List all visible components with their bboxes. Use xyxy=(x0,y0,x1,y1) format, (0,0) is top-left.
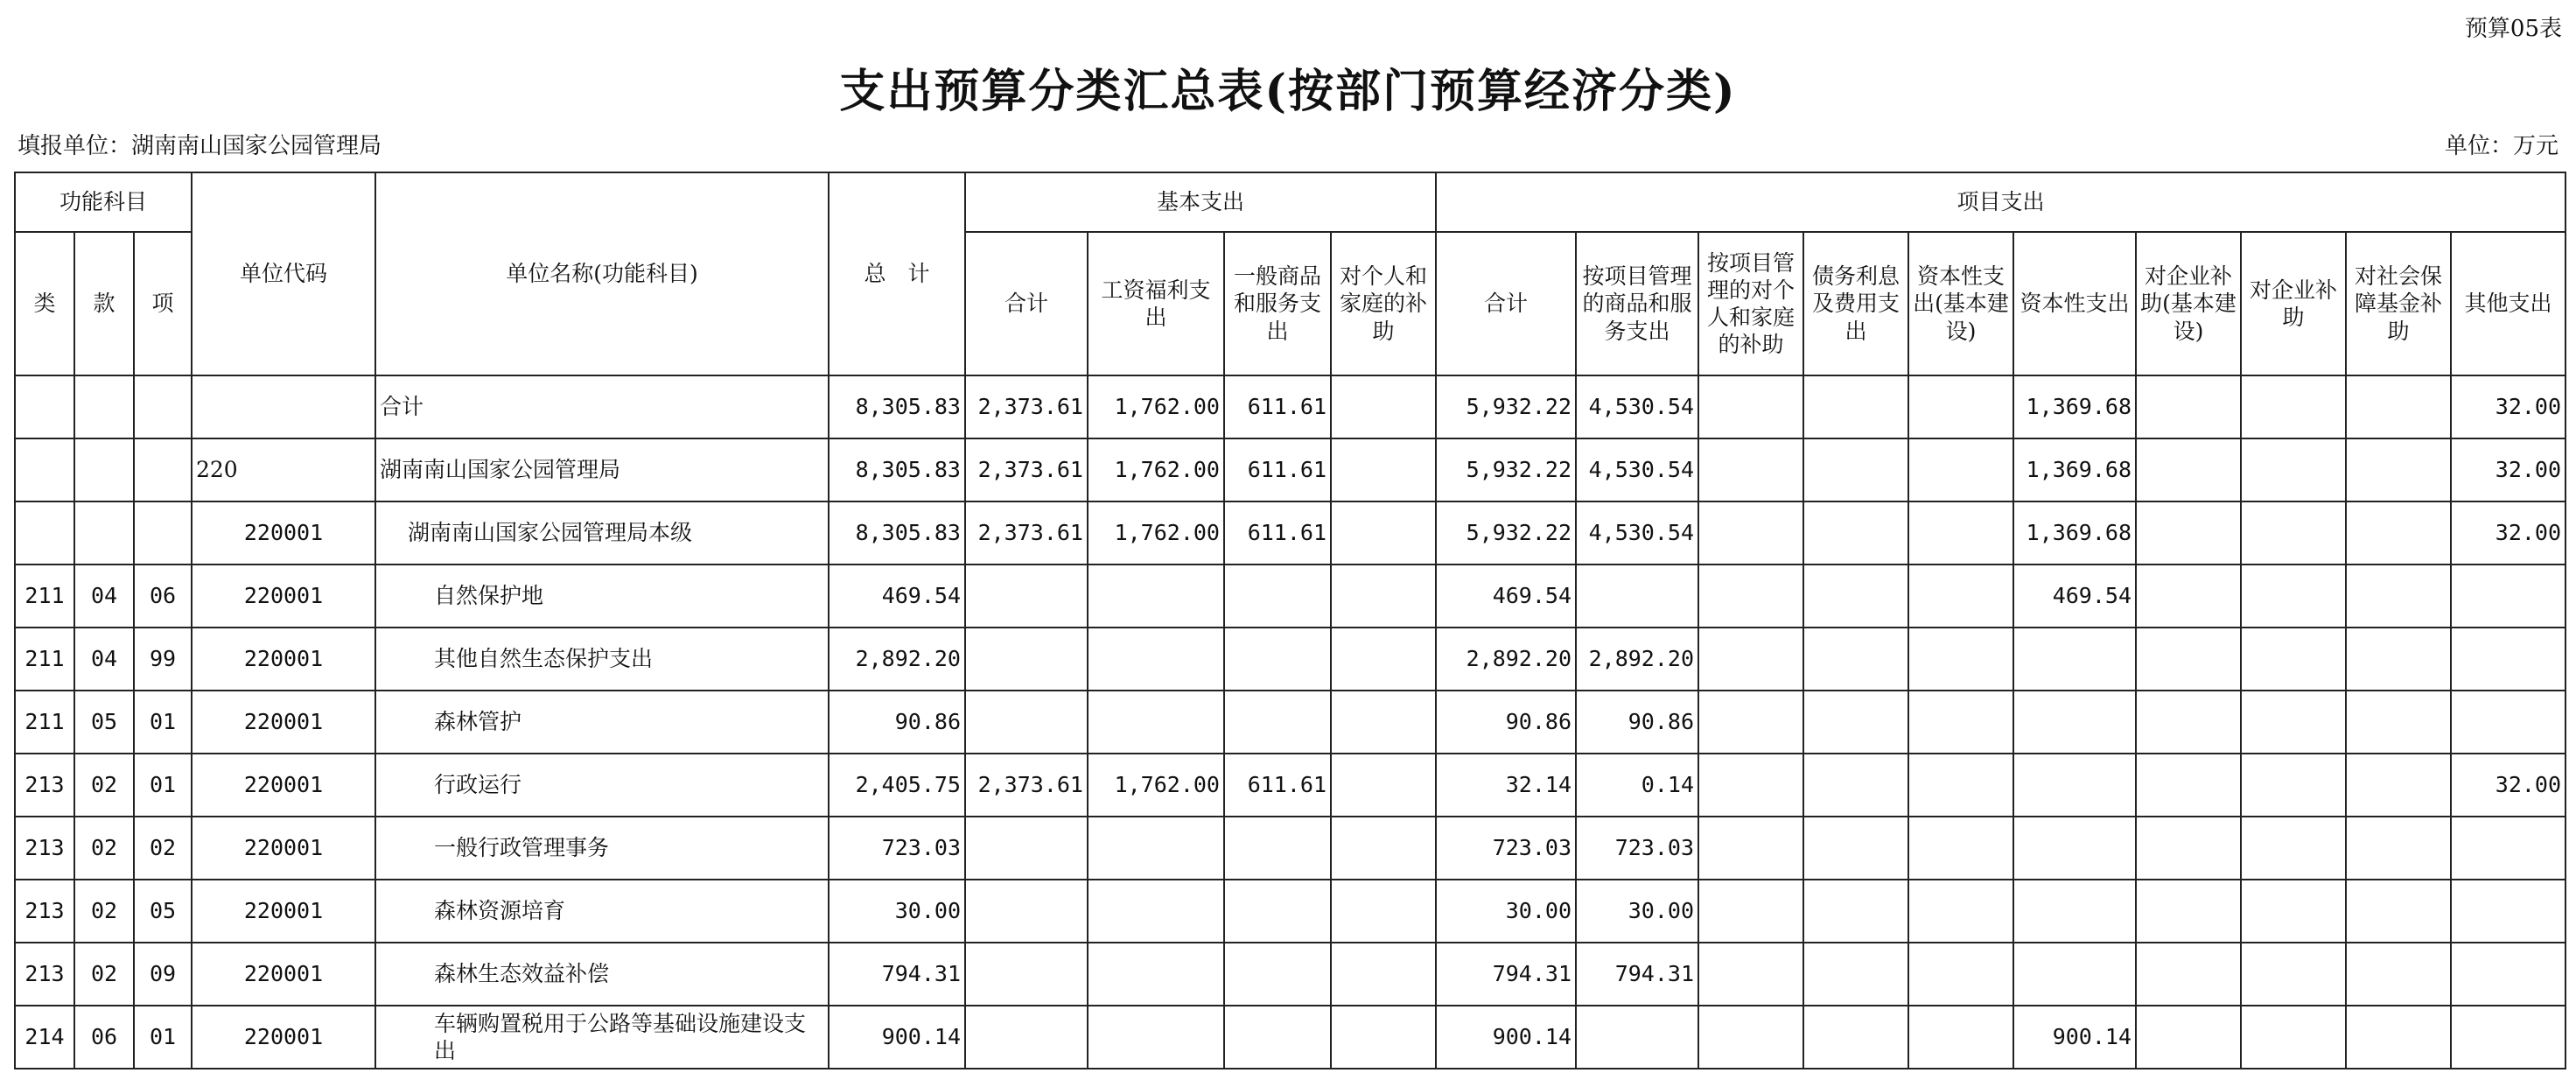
proj-goods-cell: 2,892.20 xyxy=(1576,628,1698,691)
proj-goods-cell xyxy=(1576,1006,1698,1069)
proj-goods-cell: 4,530.54 xyxy=(1576,375,1698,438)
lei-cell: 211 xyxy=(15,628,74,691)
capital-cell xyxy=(2013,880,2136,943)
basic-sum-cell xyxy=(965,628,1088,691)
ent-build-cell xyxy=(2136,943,2241,1006)
unit-code-cell: 220001 xyxy=(192,628,375,691)
page-title: 支出预算分类汇总表(按部门预算经济分类) xyxy=(839,65,1737,118)
capital-build-cell xyxy=(1908,880,2013,943)
lei-cell: 213 xyxy=(15,943,74,1006)
unit-code-cell: 220001 xyxy=(192,501,375,565)
total-cell: 8,305.83 xyxy=(829,501,965,565)
ent-build-cell xyxy=(2136,880,2241,943)
unit-code-cell: 220001 xyxy=(192,754,375,817)
unit-name-cell: 行政运行 xyxy=(375,754,829,817)
budget-table xyxy=(14,172,2566,1069)
ent-build-cell xyxy=(2136,565,2241,628)
kuan-cell: 05 xyxy=(74,691,134,754)
total-cell: 723.03 xyxy=(829,817,965,880)
unit-code-cell: 220001 xyxy=(192,880,375,943)
other-cell xyxy=(2451,1006,2566,1069)
lei-cell: 214 xyxy=(15,1006,74,1069)
proj-goods-cell: 0.14 xyxy=(1576,754,1698,817)
debt-cell xyxy=(1803,817,1908,880)
social-cell xyxy=(2346,943,2451,1006)
proj-sum-cell: 5,932.22 xyxy=(1436,438,1576,501)
kuan-cell: 04 xyxy=(74,565,134,628)
ent-cell xyxy=(2241,438,2346,501)
unit-code-cell: 220001 xyxy=(192,943,375,1006)
goods-cell xyxy=(1224,691,1331,754)
social-cell xyxy=(2346,880,2451,943)
capital-build-cell xyxy=(1908,438,2013,501)
capital-cell xyxy=(2013,628,2136,691)
xiang-cell xyxy=(134,438,192,501)
kuan-cell: 02 xyxy=(74,817,134,880)
xiang-cell: 01 xyxy=(134,1006,192,1069)
proj-goods-cell: 4,530.54 xyxy=(1576,438,1698,501)
total-cell: 2,405.75 xyxy=(829,754,965,817)
personal-cell xyxy=(1331,375,1436,438)
header-unit-name: 单位名称(功能科目) xyxy=(375,172,829,375)
unit-name-cell: 湖南南山国家公园管理局本级 xyxy=(375,501,829,565)
header-project: 项目支出 xyxy=(1436,172,2566,232)
other-cell xyxy=(2451,943,2566,1006)
header-ent: 对企业补助 xyxy=(2241,232,2346,375)
table-row xyxy=(15,817,2566,880)
social-cell xyxy=(2346,628,2451,691)
goods-cell xyxy=(1224,817,1331,880)
total-cell: 8,305.83 xyxy=(829,438,965,501)
other-cell: 32.00 xyxy=(2451,501,2566,565)
proj-sum-cell: 794.31 xyxy=(1436,943,1576,1006)
wage-cell xyxy=(1088,943,1224,1006)
social-cell xyxy=(2346,1006,2451,1069)
unit-code-cell: 220 xyxy=(192,438,375,501)
unit-code-cell: 220001 xyxy=(192,817,375,880)
personal-cell xyxy=(1331,880,1436,943)
proj-sum-cell: 900.14 xyxy=(1436,1006,1576,1069)
table-row xyxy=(15,628,2566,691)
ent-cell xyxy=(2241,375,2346,438)
lei-cell: 211 xyxy=(15,691,74,754)
ent-build-cell xyxy=(2136,691,2241,754)
other-cell xyxy=(2451,565,2566,628)
basic-sum-cell xyxy=(965,817,1088,880)
xiang-cell: 09 xyxy=(134,943,192,1006)
table-row xyxy=(15,565,2566,628)
header-xiang: 项 xyxy=(134,232,192,375)
goods-cell xyxy=(1224,565,1331,628)
debt-cell xyxy=(1803,375,1908,438)
kuan-cell: 04 xyxy=(74,628,134,691)
total-cell: 30.00 xyxy=(829,880,965,943)
header-capital-build: 资本性支出(基本建设) xyxy=(1908,232,2013,375)
goods-cell xyxy=(1224,880,1331,943)
header-goods: 一般商品和服务支出 xyxy=(1224,232,1331,375)
header-proj-personal: 按项目管理的对个人和家庭的补助 xyxy=(1698,232,1803,375)
header-total: 总 计 xyxy=(829,172,965,375)
ent-cell xyxy=(2241,628,2346,691)
capital-build-cell xyxy=(1908,943,2013,1006)
basic-sum-cell: 2,373.61 xyxy=(965,501,1088,565)
wage-cell: 1,762.00 xyxy=(1088,375,1224,438)
proj-personal-cell xyxy=(1698,438,1803,501)
proj-sum-cell: 723.03 xyxy=(1436,817,1576,880)
wage-cell: 1,762.00 xyxy=(1088,438,1224,501)
ent-build-cell xyxy=(2136,1006,2241,1069)
social-cell xyxy=(2346,438,2451,501)
capital-cell: 900.14 xyxy=(2013,1006,2136,1069)
basic-sum-cell xyxy=(965,880,1088,943)
header-proj-goods: 按项目管理的商品和服务支出 xyxy=(1576,232,1698,375)
total-cell: 469.54 xyxy=(829,565,965,628)
header-personal: 对个人和家庭的补助 xyxy=(1331,232,1436,375)
lei-cell xyxy=(15,438,74,501)
header-debt: 债务利息及费用支出 xyxy=(1803,232,1908,375)
capital-build-cell xyxy=(1908,565,2013,628)
basic-sum-cell: 2,373.61 xyxy=(965,438,1088,501)
ent-build-cell xyxy=(2136,375,2241,438)
proj-goods-cell: 90.86 xyxy=(1576,691,1698,754)
ent-cell xyxy=(2241,565,2346,628)
other-cell: 32.00 xyxy=(2451,754,2566,817)
goods-cell xyxy=(1224,628,1331,691)
proj-sum-cell: 5,932.22 xyxy=(1436,501,1576,565)
header-proj-sum: 合计 xyxy=(1436,232,1576,375)
unit-name-cell: 森林管护 xyxy=(375,691,829,754)
other-cell xyxy=(2451,628,2566,691)
table-row xyxy=(15,438,2566,501)
table-row xyxy=(15,943,2566,1006)
proj-goods-cell: 30.00 xyxy=(1576,880,1698,943)
unit-name-cell: 其他自然生态保护支出 xyxy=(375,628,829,691)
table-row xyxy=(15,501,2566,565)
form-number: 预算05表 xyxy=(2464,16,2562,42)
other-cell xyxy=(2451,817,2566,880)
kuan-cell: 02 xyxy=(74,943,134,1006)
unit-name-cell: 一般行政管理事务 xyxy=(375,817,829,880)
capital-cell xyxy=(2013,817,2136,880)
capital-build-cell xyxy=(1908,375,2013,438)
kuan-cell xyxy=(74,501,134,565)
wage-cell xyxy=(1088,880,1224,943)
debt-cell xyxy=(1803,628,1908,691)
goods-cell xyxy=(1224,1006,1331,1069)
total-cell: 900.14 xyxy=(829,1006,965,1069)
debt-cell xyxy=(1803,754,1908,817)
social-cell xyxy=(2346,754,2451,817)
proj-goods-cell: 723.03 xyxy=(1576,817,1698,880)
proj-personal-cell xyxy=(1698,628,1803,691)
social-cell xyxy=(2346,565,2451,628)
personal-cell xyxy=(1331,501,1436,565)
ent-cell xyxy=(2241,880,2346,943)
ent-build-cell xyxy=(2136,501,2241,565)
kuan-cell xyxy=(74,375,134,438)
debt-cell xyxy=(1803,438,1908,501)
goods-cell xyxy=(1224,943,1331,1006)
debt-cell xyxy=(1803,691,1908,754)
unit-name-cell: 湖南南山国家公园管理局 xyxy=(375,438,829,501)
personal-cell xyxy=(1331,691,1436,754)
proj-personal-cell xyxy=(1698,375,1803,438)
social-cell xyxy=(2346,817,2451,880)
other-cell: 32.00 xyxy=(2451,438,2566,501)
xiang-cell xyxy=(134,375,192,438)
personal-cell xyxy=(1331,943,1436,1006)
ent-cell xyxy=(2241,817,2346,880)
header-capital: 资本性支出 xyxy=(2013,232,2136,375)
header-ent-build: 对企业补助(基本建设) xyxy=(2136,232,2241,375)
goods-cell: 611.61 xyxy=(1224,501,1331,565)
basic-sum-cell xyxy=(965,691,1088,754)
unit-code-cell: 220001 xyxy=(192,1006,375,1069)
personal-cell xyxy=(1331,628,1436,691)
proj-personal-cell xyxy=(1698,691,1803,754)
table-row xyxy=(15,375,2566,438)
proj-personal-cell xyxy=(1698,817,1803,880)
wage-cell xyxy=(1088,1006,1224,1069)
total-cell: 8,305.83 xyxy=(829,375,965,438)
basic-sum-cell xyxy=(965,565,1088,628)
debt-cell xyxy=(1803,943,1908,1006)
total-cell: 2,892.20 xyxy=(829,628,965,691)
lei-cell: 211 xyxy=(15,565,74,628)
capital-build-cell xyxy=(1908,628,2013,691)
social-cell xyxy=(2346,375,2451,438)
ent-cell xyxy=(2241,1006,2346,1069)
header-lei: 类 xyxy=(15,232,74,375)
kuan-cell: 02 xyxy=(74,754,134,817)
xiang-cell: 99 xyxy=(134,628,192,691)
capital-cell: 1,369.68 xyxy=(2013,438,2136,501)
proj-goods-cell: 4,530.54 xyxy=(1576,501,1698,565)
xiang-cell: 05 xyxy=(134,880,192,943)
ent-build-cell xyxy=(2136,628,2241,691)
personal-cell xyxy=(1331,817,1436,880)
capital-cell xyxy=(2013,943,2136,1006)
lei-cell: 213 xyxy=(15,880,74,943)
capital-cell: 469.54 xyxy=(2013,565,2136,628)
kuan-cell: 02 xyxy=(74,880,134,943)
money-unit: 单位：万元 xyxy=(2444,133,2558,159)
xiang-cell: 02 xyxy=(134,817,192,880)
table-row xyxy=(15,691,2566,754)
xiang-cell xyxy=(134,501,192,565)
wage-cell: 1,762.00 xyxy=(1088,501,1224,565)
proj-sum-cell: 32.14 xyxy=(1436,754,1576,817)
kuan-cell xyxy=(74,438,134,501)
table-row xyxy=(15,754,2566,817)
table-row xyxy=(15,880,2566,943)
xiang-cell: 06 xyxy=(134,565,192,628)
header-social: 对社会保障基金补助 xyxy=(2346,232,2451,375)
other-cell xyxy=(2451,691,2566,754)
capital-cell: 1,369.68 xyxy=(2013,375,2136,438)
proj-sum-cell: 5,932.22 xyxy=(1436,375,1576,438)
proj-personal-cell xyxy=(1698,880,1803,943)
basic-sum-cell xyxy=(965,1006,1088,1069)
header-func-subject: 功能科目 xyxy=(15,172,192,232)
capital-cell xyxy=(2013,754,2136,817)
unit-name-cell: 合计 xyxy=(375,375,829,438)
proj-personal-cell xyxy=(1698,1006,1803,1069)
table-row xyxy=(15,1006,2566,1069)
proj-goods-cell: 794.31 xyxy=(1576,943,1698,1006)
basic-sum-cell xyxy=(965,943,1088,1006)
personal-cell xyxy=(1331,754,1436,817)
basic-sum-cell: 2,373.61 xyxy=(965,754,1088,817)
personal-cell xyxy=(1331,438,1436,501)
ent-build-cell xyxy=(2136,754,2241,817)
goods-cell: 611.61 xyxy=(1224,375,1331,438)
proj-personal-cell xyxy=(1698,565,1803,628)
basic-sum-cell: 2,373.61 xyxy=(965,375,1088,438)
lei-cell xyxy=(15,501,74,565)
debt-cell xyxy=(1803,501,1908,565)
capital-build-cell xyxy=(1908,691,2013,754)
wage-cell xyxy=(1088,691,1224,754)
capital-cell: 1,369.68 xyxy=(2013,501,2136,565)
other-cell: 32.00 xyxy=(2451,375,2566,438)
proj-personal-cell xyxy=(1698,754,1803,817)
capital-build-cell xyxy=(1908,1006,2013,1069)
capital-build-cell xyxy=(1908,501,2013,565)
ent-cell xyxy=(2241,943,2346,1006)
unit-name-cell: 车辆购置税用于公路等基础设施建设支出 xyxy=(375,1006,829,1069)
lei-cell: 213 xyxy=(15,754,74,817)
header-basic-sum: 合计 xyxy=(965,232,1088,375)
unit-code-cell: 220001 xyxy=(192,691,375,754)
debt-cell xyxy=(1803,565,1908,628)
unit-name-cell: 森林生态效益补偿 xyxy=(375,943,829,1006)
debt-cell xyxy=(1803,1006,1908,1069)
social-cell xyxy=(2346,691,2451,754)
proj-sum-cell: 2,892.20 xyxy=(1436,628,1576,691)
header-unit-code: 单位代码 xyxy=(192,172,375,375)
goods-cell: 611.61 xyxy=(1224,754,1331,817)
proj-personal-cell xyxy=(1698,943,1803,1006)
ent-cell xyxy=(2241,501,2346,565)
header-basic: 基本支出 xyxy=(965,172,1436,232)
header-wage: 工资福利支出 xyxy=(1088,232,1224,375)
wage-cell: 1,762.00 xyxy=(1088,754,1224,817)
header-kuan: 款 xyxy=(74,232,134,375)
wage-cell xyxy=(1088,565,1224,628)
wage-cell xyxy=(1088,628,1224,691)
capital-cell xyxy=(2013,691,2136,754)
debt-cell xyxy=(1803,880,1908,943)
wage-cell xyxy=(1088,817,1224,880)
unit-name-cell: 自然保护地 xyxy=(375,565,829,628)
lei-cell xyxy=(15,375,74,438)
goods-cell: 611.61 xyxy=(1224,438,1331,501)
proj-sum-cell: 30.00 xyxy=(1436,880,1576,943)
proj-sum-cell: 469.54 xyxy=(1436,565,1576,628)
proj-sum-cell: 90.86 xyxy=(1436,691,1576,754)
xiang-cell: 01 xyxy=(134,691,192,754)
proj-personal-cell xyxy=(1698,501,1803,565)
xiang-cell: 01 xyxy=(134,754,192,817)
unit-code-cell: 220001 xyxy=(192,565,375,628)
other-cell xyxy=(2451,880,2566,943)
total-cell: 794.31 xyxy=(829,943,965,1006)
unit-code-cell xyxy=(192,375,375,438)
capital-build-cell xyxy=(1908,817,2013,880)
ent-build-cell xyxy=(2136,438,2241,501)
capital-build-cell xyxy=(1908,754,2013,817)
ent-build-cell xyxy=(2136,817,2241,880)
reporting-unit: 填报单位：湖南南山国家公园管理局 xyxy=(18,133,382,159)
header-other: 其他支出 xyxy=(2451,232,2566,375)
lei-cell: 213 xyxy=(15,817,74,880)
kuan-cell: 06 xyxy=(74,1006,134,1069)
proj-goods-cell xyxy=(1576,565,1698,628)
total-cell: 90.86 xyxy=(829,691,965,754)
ent-cell xyxy=(2241,754,2346,817)
personal-cell xyxy=(1331,1006,1436,1069)
personal-cell xyxy=(1331,565,1436,628)
unit-name-cell: 森林资源培育 xyxy=(375,880,829,943)
social-cell xyxy=(2346,501,2451,565)
ent-cell xyxy=(2241,691,2346,754)
